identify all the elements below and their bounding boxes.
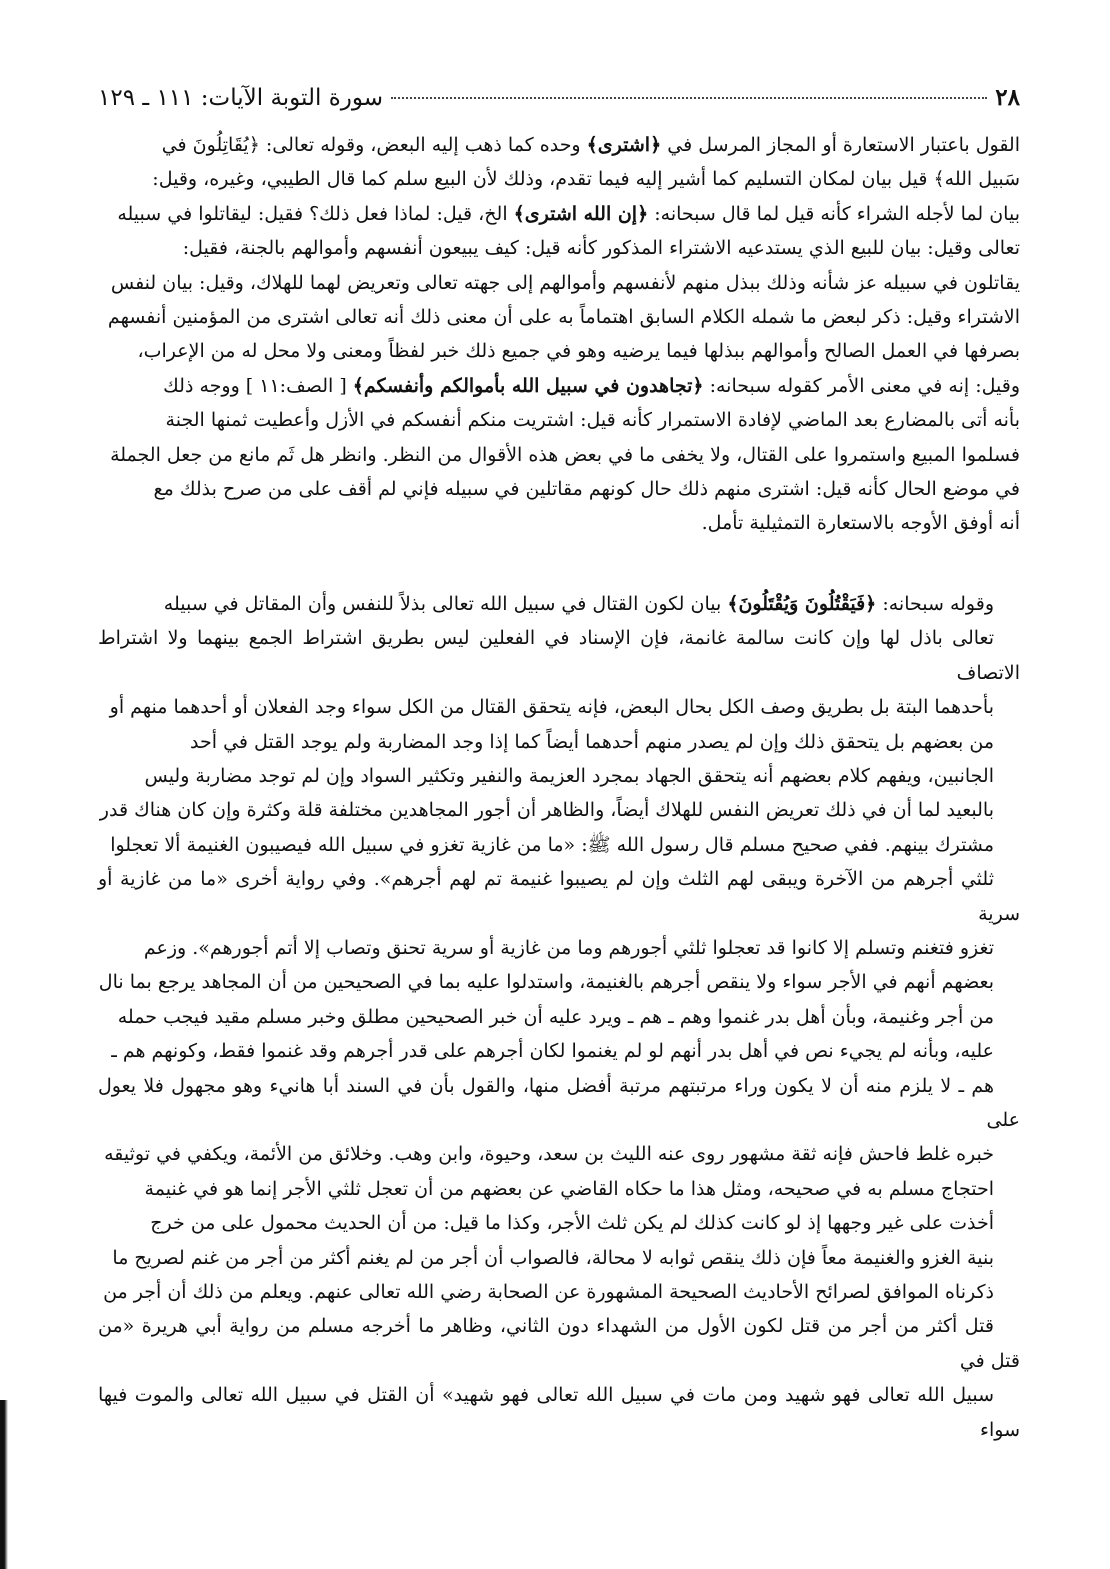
- text-line: وقوله سبحانه: ﴿فَيَقْتُلُونَ وَيُقْتَلُونَ﴾ بيان لكون القتال في سبيل الله تعالى بذلاً للنفس وأن المقاتل في سبيله: [163, 592, 994, 615]
- text-line: بالبعيد لما أن في ذلك تعريض النفس للهلاك أيضاً، والظاهر أن أجور المجاهدين مختلفة قلة وكثرة وإن كان هناك قدر: [99, 799, 994, 822]
- text-line: عليه، وبأنه لم يجيء نص في أهل بدر أنهم لو لم يغنموا لكان أجرهم على قدر أجرهم وقد غنموا فقط، وكونهم هم ـ: [111, 1040, 994, 1063]
- text-line: أخذت على غير وجهها إذ لو كانت كذلك لم يكن ثلث الأجر، وكذا ما قيل: من أن الحديث محمول على من خرج: [150, 1212, 994, 1235]
- paragraph: [98, 128, 1020, 541]
- text-line: سَبيل الله﴾ قيل بيان لمكان التسليم كما أشير إليه فيما تقدم، وذلك لأن البيع سلم كما قال الطيبي، وغيره، وقيل:: [152, 168, 1020, 191]
- text-line: تعالى باذل لها وإن كانت سالمة غانمة، فإن الإسناد في الفعلين ليس بطريق اشتراط الجمع بينهما ولا اشتراط الاتصاف: [98, 627, 1020, 684]
- text-line: ثلثي أجرهم من الآخرة ويبقى لهم الثلث وإن لم يصيبوا غنيمة تم لهم أجرهم». وفي رواية أخرى «ما من غازية أو سرية: [98, 868, 1020, 925]
- text-line: بصرفها في العمل الصالح وأموالهم ببذلها فيما يرضيه وهو في جميع ذلك خبر لفظاً ومعنى ولا محل له من الإعراب،: [137, 340, 1020, 363]
- text-line: فسلموا المبيع واستمروا على القتال، ولا يخفى ما في بعض هذه الأقوال من النظر. وانظر هل ثَم مانع من جعل الجملة: [110, 443, 1020, 466]
- page-number: ٢٨: [995, 84, 1020, 111]
- scan-edge-shadow: [0, 1400, 8, 1569]
- running-title: سورة التوبة الآيات: ١١١ ـ ١٢٩: [98, 85, 384, 111]
- text-line: سبيل الله تعالى فهو شهيد ومن مات في سبيل الله تعالى فهو شهيد» أن القتل في سبيل الله تعالى والموت فيها سواء: [98, 1384, 1020, 1441]
- text-line: الاشتراء وقيل: ذكر لبعض ما شمله الكلام السابق اهتماماً به على أن معنى ذلك أنه تعالى اشترى من المؤمنين أنفسهم: [107, 306, 1020, 329]
- text-line: بنية الغزو والغنيمة معاً فإن ذلك ينقص ثوابه لا محالة، فالصواب أن أجر من لم يغنم أكثر من أجر من غنم لصريح ما: [112, 1246, 994, 1269]
- text-line: يقاتلون في سبيله عز شأنه وذلك ببذل منهم لأنفسهم وأموالهم إلى جهته تعالى وتعريض لهما للهلاك، وقيل: بيان لنفس: [110, 271, 1020, 294]
- text-line: تغزو فتغنم وتسلم إلا كانوا قد تعجلوا ثلثي أجورهم وما من غازية أو سرية تحنق وتصاب إلا أتم أجورهم». وزعم: [143, 936, 994, 959]
- text-line: أنه أوفق الأوجه بالاستعارة التمثيلية تأمل.: [701, 512, 1020, 535]
- text-line: من أجر وغنيمة، وبأن أهل بدر غنموا وهم ـ هم ـ ويرد عليه أن خبر الصحيحين مطلق وخبر مسلم مقيد فيجب حمله: [117, 1005, 994, 1028]
- quran-citation: ﴿اشترى﴾: [586, 134, 662, 156]
- paragraph: [98, 587, 1020, 1447]
- leader-dots: [391, 79, 987, 99]
- running-header: [98, 82, 1020, 114]
- text-line: احتجاج مسلم به في صحيحه، ومثل هذا ما حكاه القاضي عن بعضهم من أن تعجل ثلثي الأجر إنما هو في غنيمة: [144, 1177, 994, 1200]
- quran-citation: ﴿إن الله اشترى﴾: [513, 202, 649, 225]
- text-line: من بعضهم بل يتحقق ذلك وإن لم يصدر منهم أحدهما أيضاً كما إذا وجد المضاربة ولم يوجد القتل في أحد: [190, 730, 994, 753]
- text-line: ذكرناه الموافق لصرائح الأحاديث الصحيحة المشهورة عن الصحابة رضي الله تعالى عنهم. ويعلم من ذلك أن أجر من: [103, 1281, 994, 1303]
- text-line: الجانبين، ويفهم كلام بعضهم أنه يتحقق الجهاد بمجرد العزيمة والنفير وتكثير السواد وإن لم توجد مضاربة وليس: [144, 764, 994, 787]
- book-page: [98, 82, 1020, 1447]
- quran-citation: ﴿تجاهدون في سبيل الله بأموالكم وأنفسكم﴾: [352, 374, 704, 397]
- text-line: تعالى وقيل: بيان للبيع الذي يستدعيه الاشتراء المذكور كأنه قيل: كيف يبيعون أنفسهم وأموالهم بالجنة، فقيل:: [182, 237, 1020, 260]
- quran-citation: ﴿فَيَقْتُلُونَ وَيُقْتَلُونَ﴾: [727, 592, 877, 615]
- text-line: وقيل: إنه في معنى الأمر كقوله سبحانه: ﴿تجاهدون في سبيل الله بأموالكم وأنفسكم﴾ [ الصف:١١ ] ووجه ذلك: [163, 374, 1020, 397]
- text-line: في موضع الحال كأنه قيل: اشترى منهم ذلك حال كونهم مقاتلين في سبيله فإني لم أقف على من صرح بذلك مع: [153, 478, 1020, 501]
- text-line: بأحدهما البتة بل بطريق وصف الكل بحال البعض، فإنه يتحقق القتال من الكل سواء وجد الفعلان أو أحدهما منهم أو: [109, 696, 994, 719]
- text-line: قتل أكثر من أجر من قتل لكون الأول من الشهداء دون الثاني، وظاهر ما أخرجه مسلم من رواية أبي هريرة «من قتل في: [98, 1315, 1020, 1372]
- text-line: خبره غلط فاحش فإنه ثقة مشهور روى عنه الليث بن سعد، وحيوة، وابن وهب. وخلائق من الأئمة، ويكفي في توثيقه: [104, 1143, 994, 1166]
- text-line: مشترك بينهم. ففي صحيح مسلم قال رسول الله ﷺ: «ما من غازية تغزو في سبيل الله فيصيبون الغنيمة ألا تعجلوا: [110, 833, 994, 856]
- text-line: بعضهم أنهم في الأجر سواء ولا ينقص أجرهم بالغنيمة، واستدلوا عليه بما في الصحيحين من أن المجاهد يرجع بما نال: [98, 971, 994, 994]
- text-line: بيان لما لأجله الشراء كأنه قيل لما قال سبحانه: ﴿إن الله اشترى﴾ الخ، قيل: لماذا فعل ذلك؟ فقيل: ليقاتلوا في سبيله: [117, 202, 1020, 225]
- text-line: القول باعتبار الاستعارة أو المجاز المرسل في ﴿اشترى﴾ وحده كما ذهب إليه البعض، وقوله تعالى: ﴿يُقَاتِلُونَ في: [161, 134, 1020, 156]
- text-line: بأنه أتى بالمضارع بعد الماضي لإفادة الاستمرار كأنه قيل: اشتريت منكم أنفسكم في الأزل وأعطيت ثمنها الجنة: [165, 409, 1020, 432]
- text-line: هم ـ لا يلزم منه أن لا يكون وراء مرتبتهم مرتبة أفضل منها، والقول بأن في السند أبا هانيء وهو مجهول فلا يعول على: [98, 1074, 1020, 1131]
